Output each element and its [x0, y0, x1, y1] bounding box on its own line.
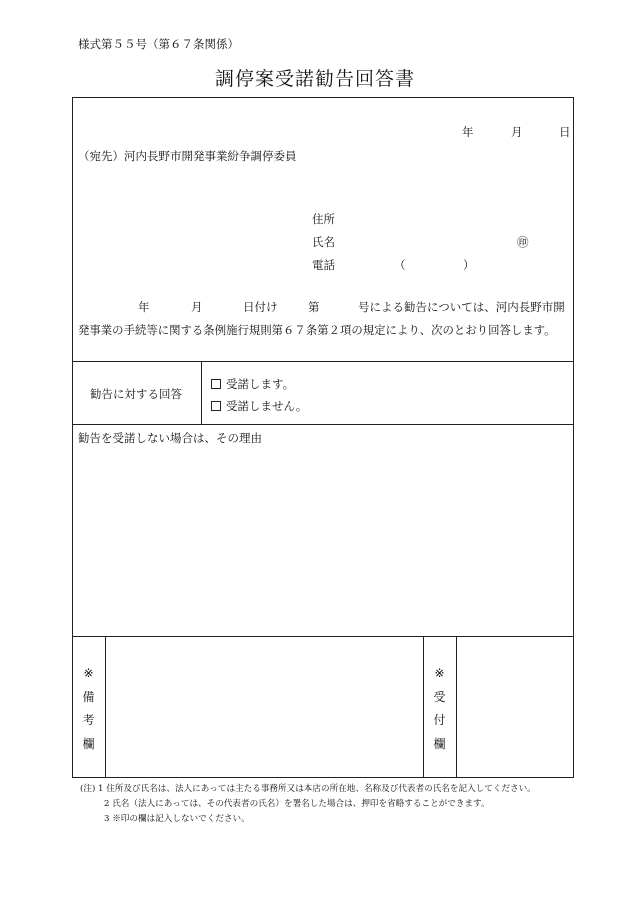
- phone-close-paren: ）: [463, 258, 475, 272]
- body-line1-rest: 号による勧告については、河内長野市開: [358, 300, 565, 314]
- date-day-label: 日: [559, 125, 571, 139]
- phone-label: 電話: [312, 258, 335, 272]
- remarks-char-3: 考: [82, 713, 95, 727]
- addressee: （宛先）河内長野市開発事業紛争調停委員: [78, 149, 297, 163]
- remarks-label-divider: [105, 636, 106, 778]
- reception-label-divider: [456, 636, 457, 778]
- remarks-label: [72, 662, 105, 756]
- row-divider-reason: [72, 424, 574, 425]
- option-decline[interactable]: [211, 398, 307, 414]
- reception-char-3: 付: [433, 713, 446, 727]
- response-label: 勧告に対する回答: [90, 387, 182, 401]
- remarks-char-2: 備: [82, 689, 95, 704]
- body-number-prefix: 第: [308, 300, 320, 314]
- note-1: (注) 1 住所及び氏名は、法人にあっては主たる事務所又は本店の所在地、名称及び代表者の氏名を記入してください。: [80, 784, 536, 794]
- reception-label: [423, 662, 456, 756]
- decline-checkbox[interactable]: [211, 401, 221, 411]
- date-month-label: 月: [511, 125, 523, 139]
- phone-open-paren: （: [394, 258, 406, 272]
- body-month: 月: [191, 300, 203, 314]
- reception-char-1: ※: [434, 666, 445, 680]
- body-dated: 日付け: [243, 300, 278, 314]
- decline-text: 受諾しません。: [226, 399, 308, 413]
- reception-char-2: 受: [433, 689, 446, 704]
- body-year: 年: [138, 300, 150, 314]
- row-divider-remarks: [72, 636, 574, 637]
- reception-char-4: 欄: [433, 736, 446, 751]
- response-column-divider: [201, 361, 202, 424]
- remarks-char-1: ※: [83, 666, 94, 680]
- accept-checkbox[interactable]: [211, 379, 221, 389]
- reason-label: 勧告を受諾しない場合は、その理由: [78, 431, 262, 445]
- document-title: 調停案受諾勧告回答書: [214, 68, 415, 90]
- form-number: 様式第５５号（第６７条関係）: [78, 37, 239, 51]
- date-year-label: 年: [462, 125, 474, 139]
- accept-text: 受諾します。: [226, 377, 295, 391]
- body-line2: 発事業の手続等に関する条例施行規則第６７条第２項の規定により、次のとおり回答します。: [78, 323, 556, 337]
- remarks-char-4: 欄: [82, 736, 95, 751]
- note-3: 3 ※印の欄は記入しないでください。: [104, 814, 250, 824]
- option-accept[interactable]: [211, 376, 294, 392]
- row-divider-response: [72, 361, 574, 362]
- address-label: 住所: [312, 212, 335, 226]
- note-2: 2 氏名（法人にあっては、その代表者の氏名）を署名した場合は、押印を省略することができます。: [104, 799, 490, 809]
- seal-mark: ㊞: [517, 235, 529, 249]
- name-label: 氏名: [312, 235, 335, 249]
